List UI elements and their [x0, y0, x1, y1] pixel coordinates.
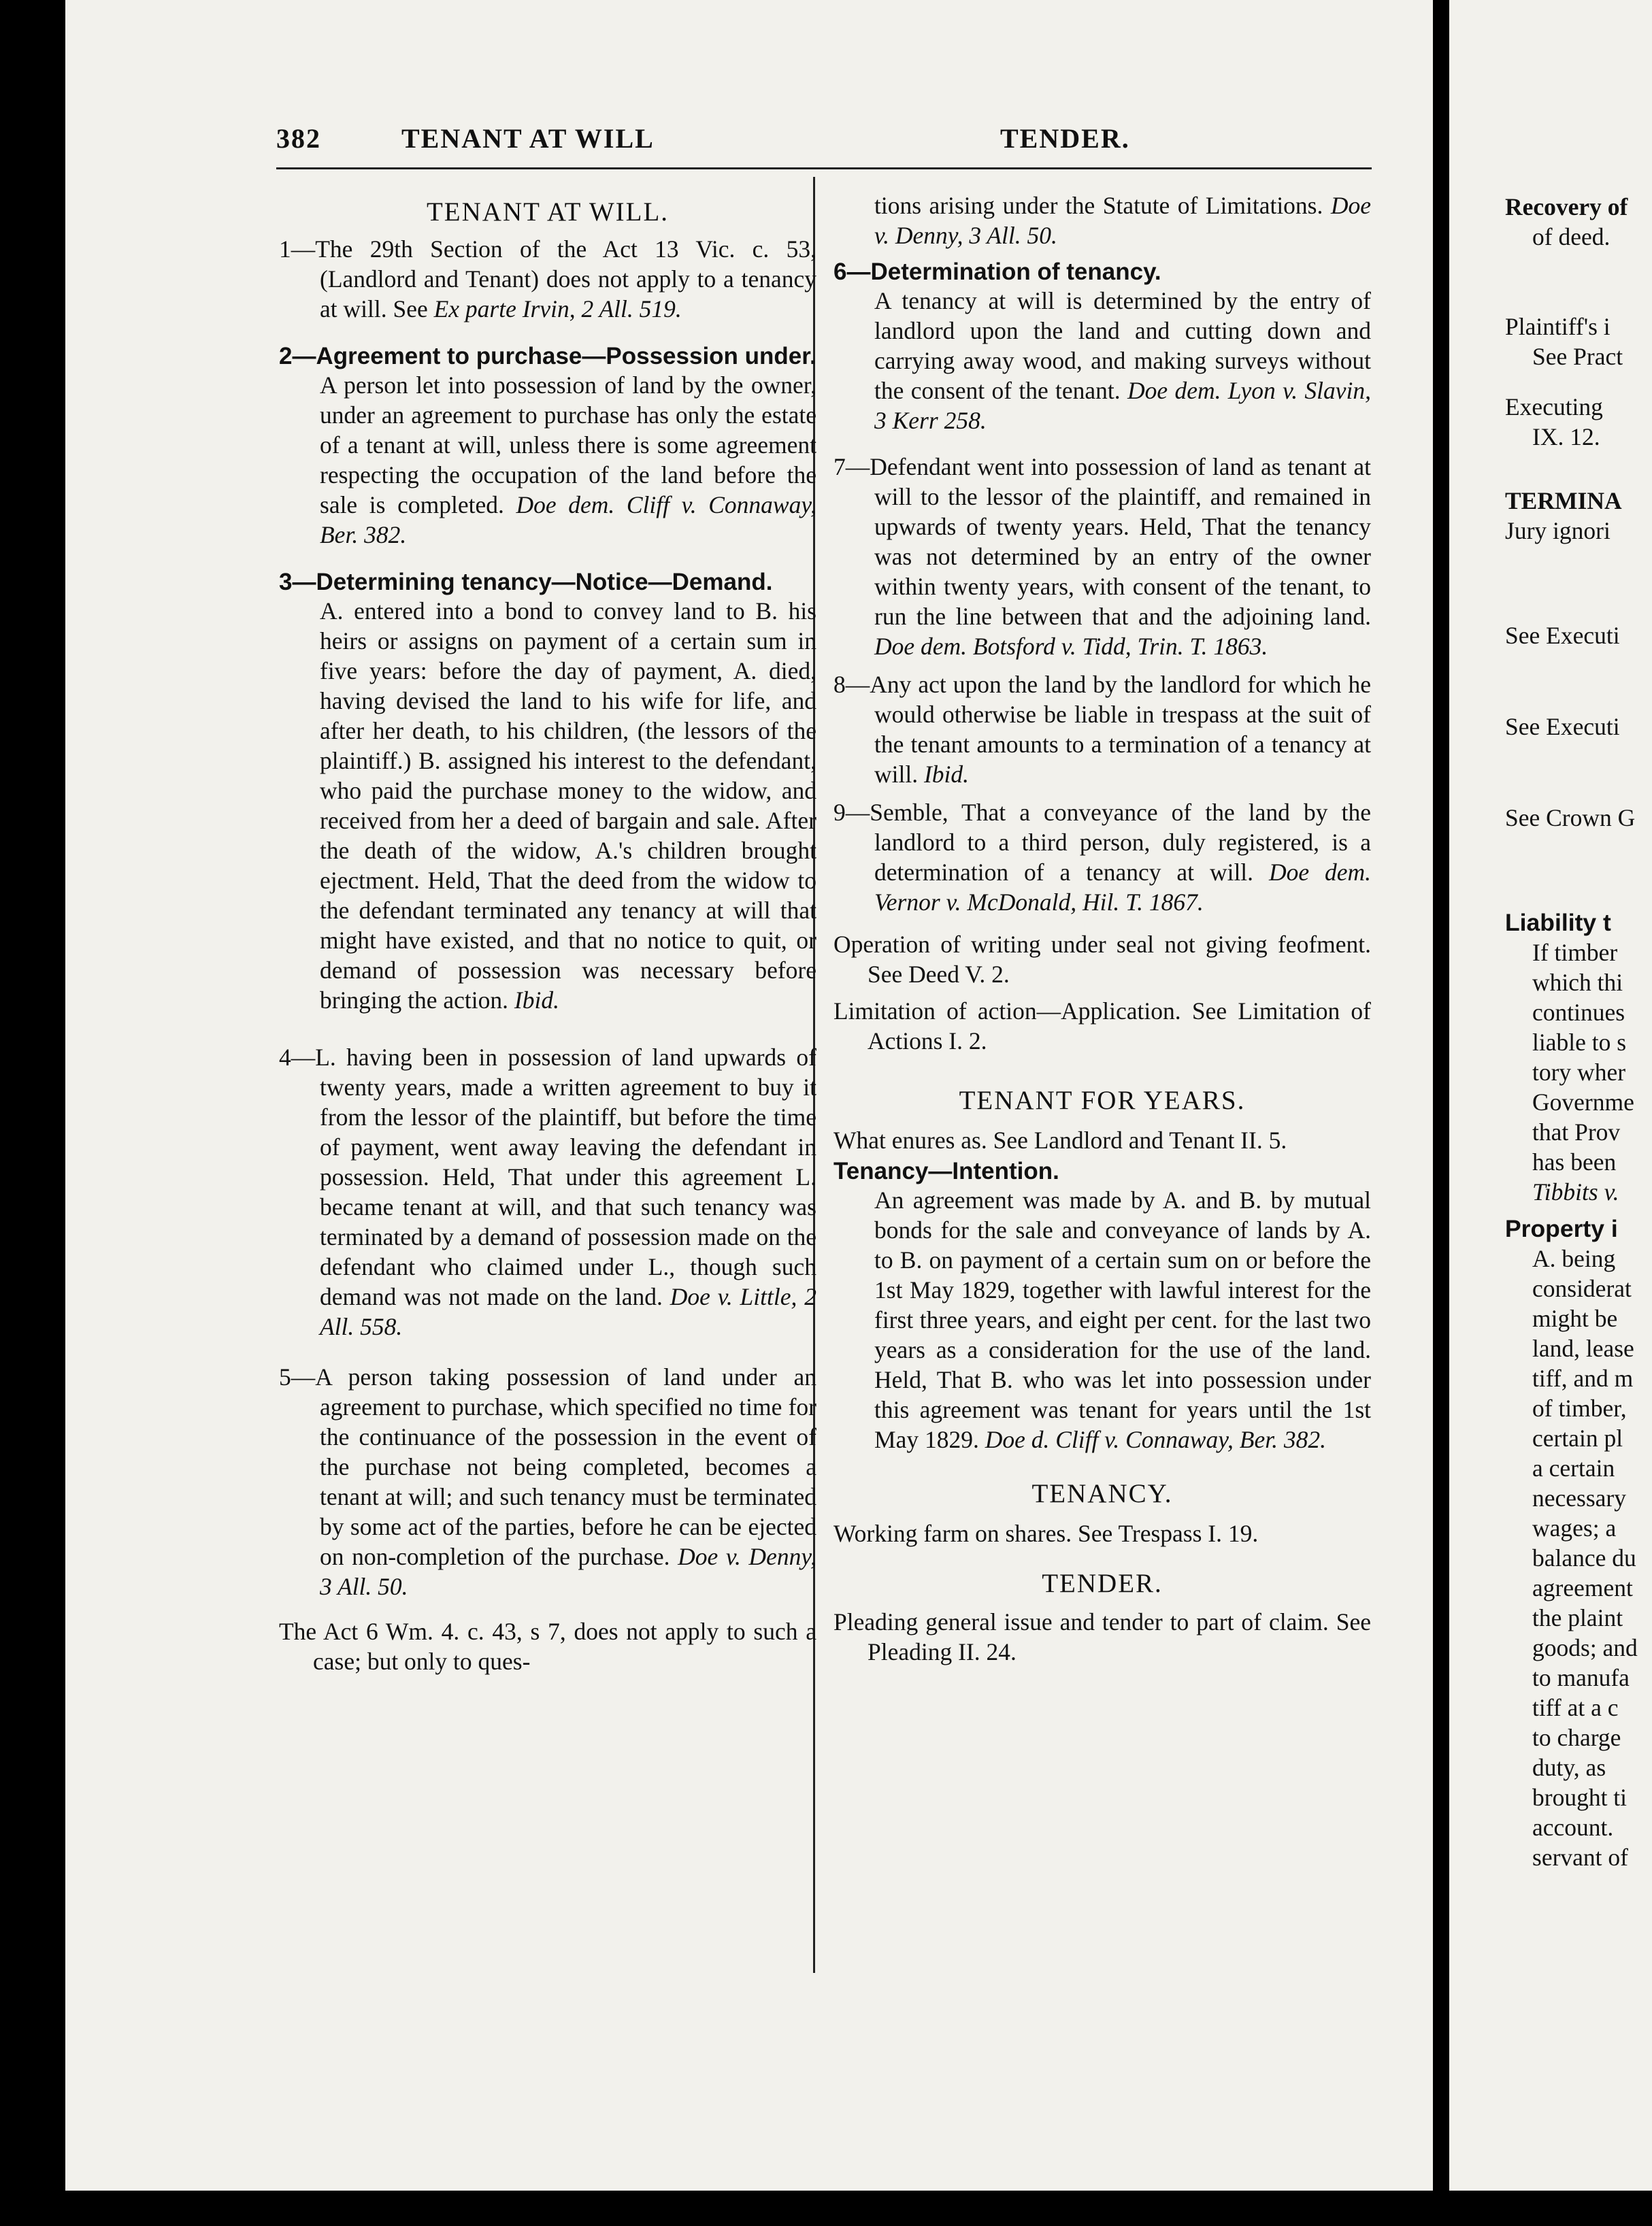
next-line: to manufa	[1532, 1664, 1630, 1691]
heading-tenant-at-will: TENANT AT WILL.	[426, 197, 670, 227]
entry-5: 5—A person taking possession of land under an agreement to purchase, which specified no time for the continuance of the possession in the event of the purchase not being completed, becomes a tenant at will; and such tenancy must be terminated by some act of the parties, before he can be ejected on non-completion of the purchase. Doe v. Denny, 3 All. 50.	[279, 1363, 816, 1600]
heading-tender: TENDER.	[1042, 1569, 1163, 1598]
next-line: tory wher	[1532, 1059, 1626, 1086]
tenancy-entry: Working farm on shares. See Trespass I. 19.	[833, 1520, 1259, 1547]
next-line: a certain	[1532, 1455, 1615, 1482]
next-line: liable to s	[1532, 1029, 1627, 1056]
next-line: continues	[1532, 999, 1625, 1026]
next-line: certain pl	[1532, 1425, 1623, 1452]
next-line: balance du	[1532, 1544, 1636, 1572]
next-line: A. being	[1532, 1245, 1616, 1272]
right-column	[833, 190, 1371, 1667]
continuation: tions arising under the Statute of Limitations. Doe v. Denny, 3 All. 50.	[874, 192, 1371, 249]
next-line: considerat	[1532, 1275, 1632, 1302]
next-line: See Executi	[1505, 713, 1620, 740]
next-line: land, lease	[1532, 1335, 1634, 1362]
next-line: tiff, and m	[1532, 1365, 1634, 1392]
next-line: Liability t	[1505, 909, 1611, 936]
entry-6-body: A tenancy at will is determined by the entry of landlord upon the land and cutting down and carrying away wood, and making surveys without the consent of the tenant. Doe dem. Lyon v. Slavin, 3 Kerr 258.	[874, 287, 1372, 434]
entry-9: 9—Semble, That a conveyance of the land by the landlord to a third person, duly registered, is a determination of a tenancy at will. Doe dem. Vernor v. McDonald, Hil. T. 1867.	[833, 799, 1371, 916]
next-line: agreement	[1532, 1574, 1633, 1601]
entry-8: 8—Any act upon the land by the landlord for which he would otherwise be liable in trespass at the suit of the tenant amounts to a termination of a tenancy at will. Ibid.	[833, 671, 1371, 788]
entry-6-heading: 6—Determination of tenancy.	[833, 259, 1161, 285]
next-line: duty, as	[1532, 1754, 1606, 1781]
next-line: Recovery of	[1505, 193, 1628, 220]
tender-entry: Pleading general issue and tender to part of claim. See Pleading II. 24.	[833, 1608, 1371, 1665]
heading-tenant-for-years: TENANT FOR YEARS.	[959, 1086, 1246, 1115]
next-line: Property i	[1505, 1215, 1618, 1242]
next-line: See Crown G	[1505, 804, 1636, 831]
tenancy-intention-heading: Tenancy—Intention.	[833, 1158, 1059, 1184]
operation-entry: Operation of writing under seal not giving feofment. See Deed V. 2.	[833, 931, 1371, 988]
running-title-right: TENDER.	[1000, 123, 1130, 154]
next-line: of deed.	[1532, 223, 1610, 250]
entry-1: 1—The 29th Section of the Act 13 Vic. c. 53, (Landlord and Tenant) does not apply to a tenancy at will. See Ex parte Irvin, 2 All. 519.	[279, 235, 816, 322]
next-line: which thi	[1532, 969, 1623, 996]
next-line: has been	[1532, 1148, 1617, 1176]
next-line: tiff at a c	[1532, 1694, 1619, 1721]
entry-5-note: The Act 6 Wm. 4. c. 43, s 7, does not apply to such a case; but only to ques-	[279, 1618, 816, 1675]
entry-3-heading: 3—Determining tenancy—Notice—Demand.	[279, 569, 773, 595]
enures-entry: What enures as. See Landlord and Tenant II. 5.	[833, 1127, 1287, 1154]
next-line: See Executi	[1505, 622, 1620, 649]
entry-7: 7—Defendant went into possession of land as tenant at will to the lessor of the plaintiff, and remained in upwards of twenty years. Held, That the tenancy was not determined by an entry of the owner within twenty years, with consent of the tenant, to run the line between that and the adjoining land. Doe dem. Botsford v. Tidd, Trin. T. 1863.	[833, 453, 1371, 660]
next-line: servant of	[1532, 1844, 1628, 1871]
entry-2-body: A person let into possession of land by the owner, under an agreement to purchase has only the estate of a tenant at will, unless there is some agreement respecting the occupation of the land before the sale is completed. Doe dem. Cliff v. Connaway, Ber. 382.	[320, 371, 817, 548]
next-line: IX. 12.	[1532, 423, 1600, 450]
running-title-left: TENANT AT WILL	[401, 123, 655, 154]
next-line: goods; and	[1532, 1634, 1638, 1661]
header-rule	[276, 167, 1372, 169]
heading-tenancy: TENANCY.	[1031, 1479, 1173, 1508]
next-line: Plaintiff's i	[1505, 313, 1610, 340]
next-line: to charge	[1532, 1724, 1621, 1751]
next-page-text	[1505, 192, 1652, 1872]
next-line: If timber	[1532, 939, 1618, 966]
next-line: necessary	[1532, 1484, 1626, 1512]
next-line: brought ti	[1532, 1784, 1628, 1811]
next-line: Executing	[1505, 393, 1603, 420]
page-number: 382	[276, 123, 321, 154]
entry-3-body: A. entered into a bond to convey land to B. his heirs or assigns on payment of a certain sum in five years: before the day of payment, A. died, having devised the land to his wife for life, and after her death, to his children, (the lessors of the plaintiff.) B. assigned his interest to the defendant, who paid the purchase money to the widow, and received from her a deed of bargain and sale. After the death of the widow, A.'s children brought ejectment. Held, That the deed from the widow to the defendant terminated any tenancy at will that might have existed, and that no notice to quit, or demand of possession was necessary before bringing the action. Ibid.	[320, 597, 816, 1014]
next-line: might be	[1532, 1305, 1618, 1332]
entry-2-heading: 2—Agreement to purchase—Possession under.	[279, 343, 816, 369]
next-line: Jury ignori	[1505, 517, 1610, 544]
next-line: TERMINA	[1505, 487, 1622, 514]
next-line: See Pract	[1532, 343, 1623, 370]
left-column	[279, 197, 816, 1676]
next-line: Governme	[1532, 1089, 1634, 1116]
entry-4: 4—L. having been in possession of land upwards of twenty years, made a written agreement to buy it from the lessor of the plaintiff, but before the time of payment, went away leaving the defendant in possession. Held, That under this agreement L. became tenant at will, and that such tenancy was terminated by a demand of possession made on the defendant who claimed under L., though such demand was not made on the land. Doe v. Little, 2 All. 558.	[279, 1044, 816, 1340]
next-line: of timber,	[1532, 1395, 1627, 1422]
tenancy-intention-body: An agreement was made by A. and B. by mutual bonds for the sale and conveyance of lands by A. to B. on payment of a certain sum on or before the 1st May 1829, together with lawful interest for the first three years, and eight per cent. for the last two years as a consideration for the use of the land. Held, That B. who was let into possession under this agreement was tenant for years until the 1st May 1829. Doe d. Cliff v. Connaway, Ber. 382.	[874, 1186, 1371, 1453]
next-line: that Prov	[1532, 1118, 1621, 1146]
next-line: the plaint	[1532, 1604, 1623, 1631]
next-line: account.	[1532, 1814, 1614, 1841]
limitation-entry: Limitation of action—Application. See Limitation of Actions I. 2.	[833, 997, 1371, 1054]
next-line: Tibbits v.	[1532, 1178, 1619, 1206]
next-line: wages; a	[1532, 1514, 1617, 1542]
